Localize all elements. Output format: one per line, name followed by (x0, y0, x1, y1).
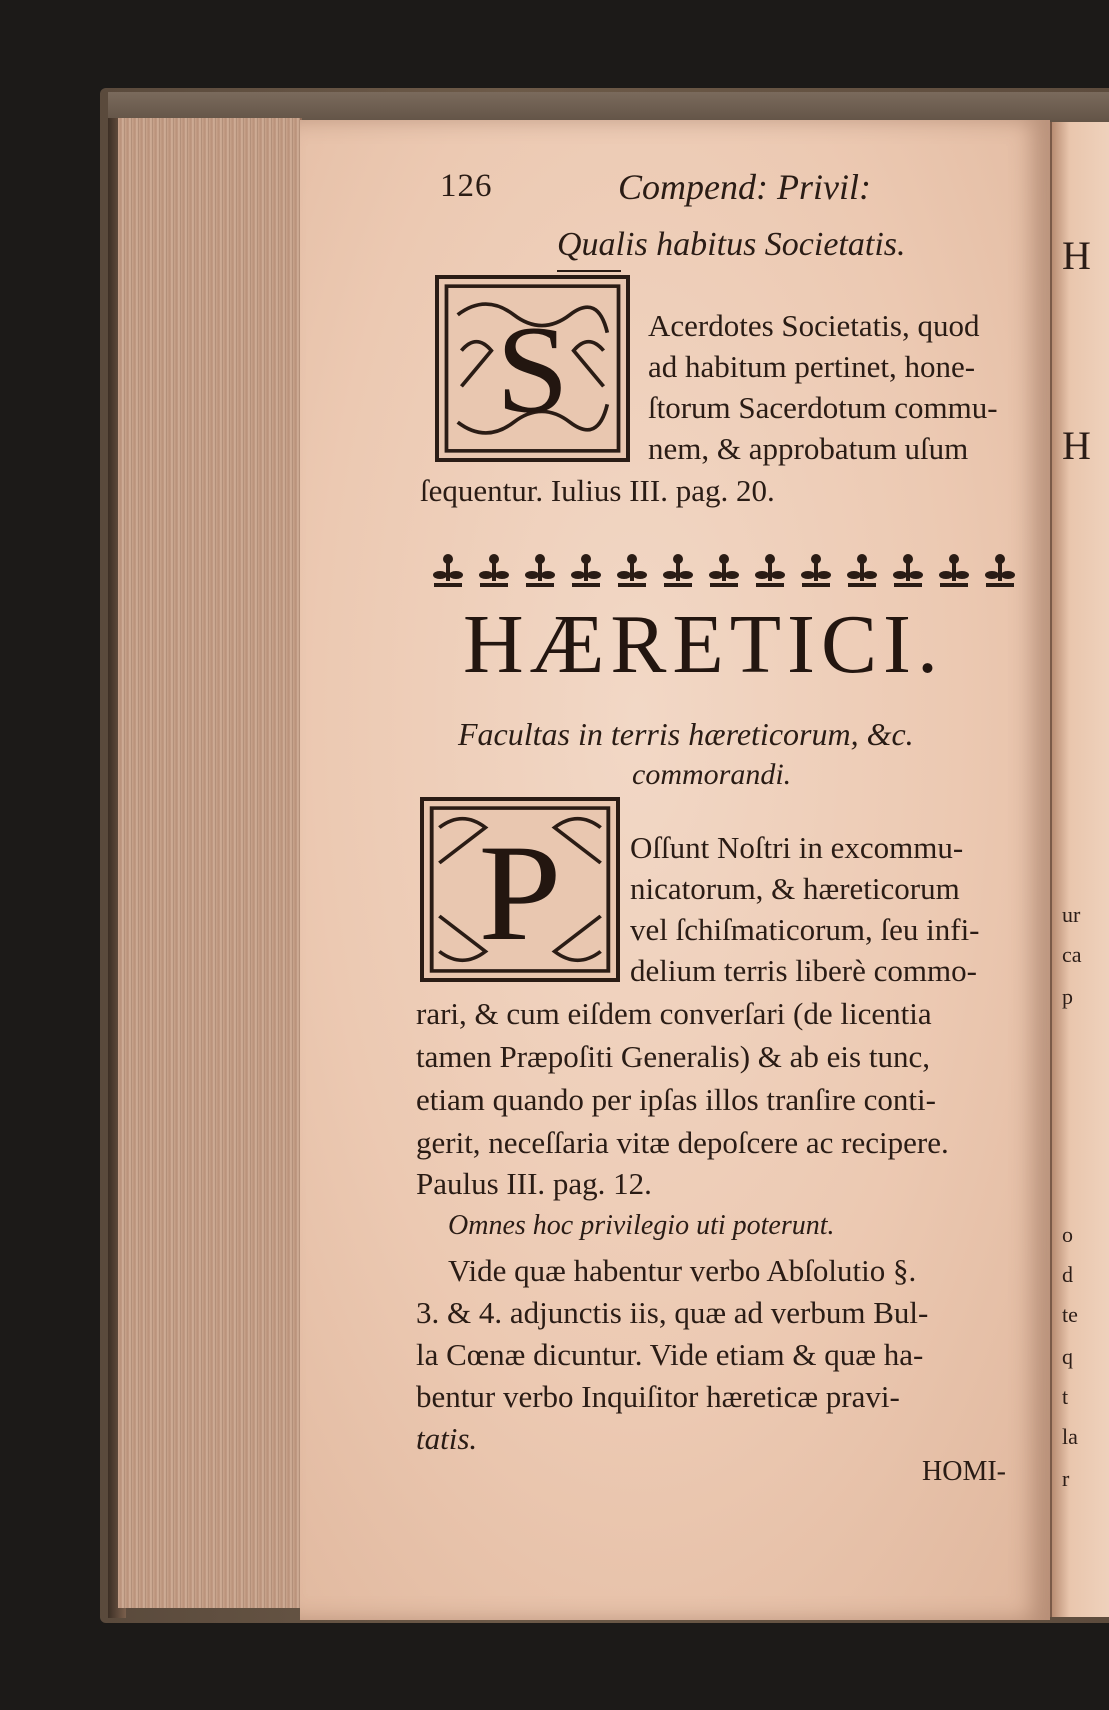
text-line: delium terris liberè commo- (630, 953, 977, 988)
text-line: vel ſchiſmaticorum, ſeu infi- (630, 912, 980, 947)
svg-text:P: P (478, 817, 562, 970)
text-line: ad habitum pertinet, hone- (648, 349, 976, 384)
page-number: 126 (440, 168, 493, 204)
svg-text:S: S (496, 299, 569, 439)
heading-underline (557, 270, 621, 272)
text-line: Paulus III. pag. 12. (416, 1166, 652, 1201)
facing-page-fragment: r (1062, 1466, 1070, 1491)
floral-ornament-icon (430, 545, 1030, 595)
text-line: nicatorum, & hæreticorum (630, 871, 960, 906)
facing-page-fragment: ur (1062, 902, 1081, 927)
section-heading-habitus: Qualis habitus Societatis. (557, 226, 906, 263)
facing-page-fragment: ca (1062, 942, 1082, 967)
section-subtitle: Facultas in terris hæreticorum, &c. (458, 716, 914, 752)
facing-page-fragment: H (1062, 423, 1091, 468)
text-line: etiam quando per ipſas illos tranſire conti- (416, 1082, 936, 1117)
text-line: Acerdotes Societatis, quod (648, 308, 980, 343)
text-line: ſtorum Sacerdotum commu- (648, 390, 998, 425)
text-line: tamen Præpoſiti Generalis) & ab eis tunc, (416, 1039, 930, 1074)
catchword: HOMI- (922, 1456, 1006, 1487)
facing-page-fragment: d (1062, 1262, 1073, 1287)
text-line: nem, & approbatum uſum (648, 431, 969, 466)
facing-page-fragment: q (1062, 1344, 1073, 1369)
facing-page-fragment: la (1062, 1424, 1078, 1449)
facing-page-fragment: t (1062, 1384, 1069, 1409)
text-line: gerit, neceſſaria vitæ depoſcere ac recipere. (416, 1125, 949, 1160)
decorated-initial-s-icon (435, 275, 630, 462)
text-line: bentur verbo Inquiſitor hæreticæ pravi- (416, 1379, 900, 1414)
running-head: Compend: Privil: (618, 167, 871, 207)
facing-page-fragment: p (1062, 984, 1073, 1009)
facing-page-edge (1050, 122, 1109, 1617)
facing-page-fragment: H (1062, 233, 1091, 278)
text-line: 3. & 4. adjunctis iis, quæ ad verbum Bul- (416, 1295, 929, 1330)
text-line: ſequentur. Iulius III. pag. 20. (420, 473, 775, 508)
facing-page-fragment: te (1062, 1302, 1078, 1327)
section-subtitle-cont: commorandi. (632, 758, 792, 791)
text-line: Vide quæ habentur verbo Abſolutio §. (448, 1253, 917, 1288)
page-edges-stack (118, 118, 302, 1608)
text-line: tatis. (416, 1421, 478, 1456)
text-line: Oſſunt Noſtri in excommu- (630, 830, 964, 865)
decorated-initial-p-icon (420, 797, 620, 982)
facing-page-fragment: o (1062, 1222, 1073, 1247)
privilege-note: Omnes hoc privilegio uti poterunt. (448, 1210, 835, 1241)
text-line: rari, & cum eiſdem converſari (de licentia (416, 996, 932, 1031)
text-line: la Cœnæ dicuntur. Vide etiam & quæ ha- (416, 1337, 924, 1372)
section-title: HÆRETICI. (463, 598, 944, 691)
